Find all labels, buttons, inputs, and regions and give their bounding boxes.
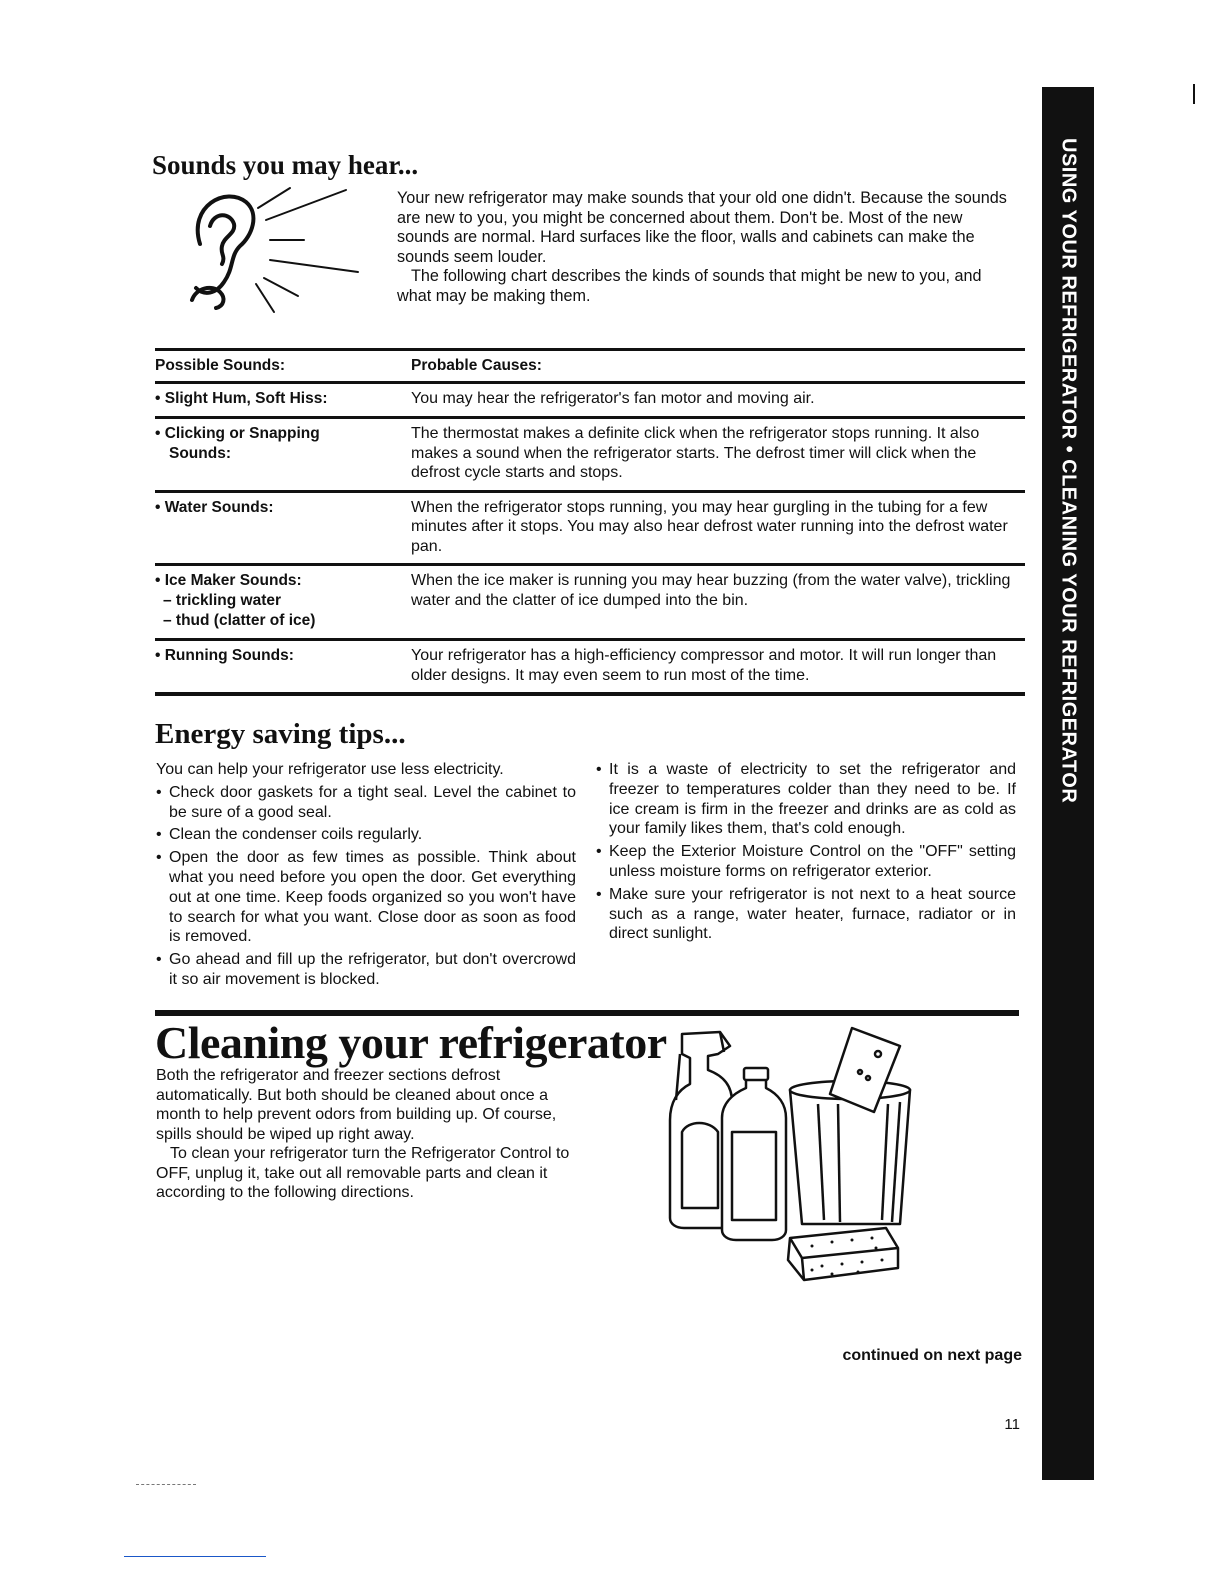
cleaning-paragraph: Both the refrigerator and freezer sections defrost automatically. But both should be cleaned about once a month to help prevent odors from building up. Of course, spills should be wiped up right away. bbox=[156, 1067, 557, 1143]
table-row bbox=[155, 381, 1025, 416]
sound-name: • Water Sounds: bbox=[155, 498, 274, 516]
sounds-intro-paragraph: The following chart describes the kinds of sounds that might be new to you, and what may be making them. bbox=[397, 267, 982, 305]
cleaning-paragraph: To clean your refrigerator turn the Refrigerator Control to OFF, unplug it, take out all removable parts and clean it according to the following directions. bbox=[156, 1145, 570, 1201]
sounds-table bbox=[155, 348, 1025, 696]
list-item: • Check door gaskets for a tight seal. Level the cabinet to be sure of a good seal. bbox=[156, 783, 576, 823]
continued-note: continued on next page bbox=[842, 1347, 1022, 1364]
table-row bbox=[155, 490, 1025, 564]
cleaning-heading: Cleaning your refrigerator bbox=[155, 1017, 667, 1068]
energy-heading: Energy saving tips... bbox=[155, 718, 406, 750]
sound-name: • Running Sounds: bbox=[155, 647, 294, 664]
list-item: • Keep the Exterior Moisture Control on the "OFF" setting unless moisture forms on refrigerator exterior. bbox=[596, 842, 1016, 882]
sound-cause: Your refrigerator has a high-efficiency compressor and motor. It will run longer than older designs. It may even seem to run most of the time. bbox=[411, 647, 997, 684]
energy-tips-left bbox=[156, 760, 576, 993]
sounds-intro bbox=[397, 189, 1019, 307]
list-item: • Go ahead and fill up the refrigerator, but don't overcrowd it so air movement is blocked. bbox=[156, 950, 576, 990]
sound-cause: You may hear the refrigerator's fan motor and moving air. bbox=[411, 390, 815, 407]
table-row bbox=[155, 638, 1025, 696]
sound-cause: The thermostat makes a definite click when the refrigerator stops running. It also makes a sound when the refrigerator starts. The defrost timer will click when the defrost cycle starts and stops. bbox=[411, 425, 980, 481]
side-tab-label: USING YOUR REFRIGERATOR • CLEANING YOUR REFRIGERATOR bbox=[1057, 138, 1080, 804]
list-item: • Clean the condenser coils regularly. bbox=[156, 825, 576, 845]
header-probable-causes: Probable Causes: bbox=[411, 357, 542, 375]
sounds-heading: Sounds you may hear... bbox=[152, 150, 419, 180]
list-item: • It is a waste of electricity to set the refrigerator and freezer to temperatures colder than they need to be. If ice cream is firm in the freezer and drinks are as cold as your family likes them, that's cold enough. bbox=[596, 760, 1016, 839]
scan-rule bbox=[136, 1484, 196, 1486]
sound-subitem: – thud (clatter of ice) bbox=[163, 612, 316, 629]
scan-rule bbox=[124, 1556, 266, 1557]
table-row bbox=[155, 416, 1025, 490]
list-item: • Open the door as few times as possible. Think about what you need before you open the door. Get everything out at one time. Keep foods organized so you won't have to search for what you want. Close door as soon as food is removed. bbox=[156, 848, 576, 947]
table-header bbox=[155, 351, 1025, 381]
cleaning-text bbox=[156, 1066, 574, 1203]
page-number: 11 bbox=[1004, 1416, 1020, 1433]
sound-name: • Slight Hum, Soft Hiss: bbox=[155, 390, 328, 407]
sound-cause: When the ice maker is running you may hear buzzing (from the water valve), trickling water and the clatter of ice dumped into the bin. bbox=[411, 572, 1011, 609]
sound-name: • Ice Maker Sounds: bbox=[155, 572, 302, 589]
sound-cause: When the refrigerator stops running, you may hear gurgling in the tubing for a few minutes after it stops. You may also hear defrost water running into the defrost water pan. bbox=[411, 498, 1008, 555]
energy-lead: You can help your refrigerator use less electricity. bbox=[156, 761, 504, 778]
header-possible-sounds: Possible Sounds: bbox=[155, 357, 286, 374]
cleaning-supplies-illustration bbox=[662, 1024, 952, 1286]
list-item: • Make sure your refrigerator is not next to a heat source such as a range, water heater, furnace, radiator or in direct sunlight. bbox=[596, 885, 1016, 944]
page-edge-mark bbox=[1193, 84, 1195, 104]
sound-subitem: – trickling water bbox=[163, 592, 282, 609]
table-row bbox=[155, 563, 1025, 638]
sounds-intro-paragraph: Your new refrigerator may make sounds that your old one didn't. Because the sounds are new to you, you might be concerned about them. Don't be. Most of the new sounds are normal. Hard surfaces like the floor, walls and cabinets can make the sounds seem louder. bbox=[397, 189, 1007, 266]
energy-tips-right bbox=[596, 760, 1016, 947]
sound-name: • Clicking or Snapping bbox=[155, 425, 320, 442]
ear-illustration bbox=[186, 184, 366, 316]
sound-name-continued: Sounds: bbox=[169, 445, 231, 462]
